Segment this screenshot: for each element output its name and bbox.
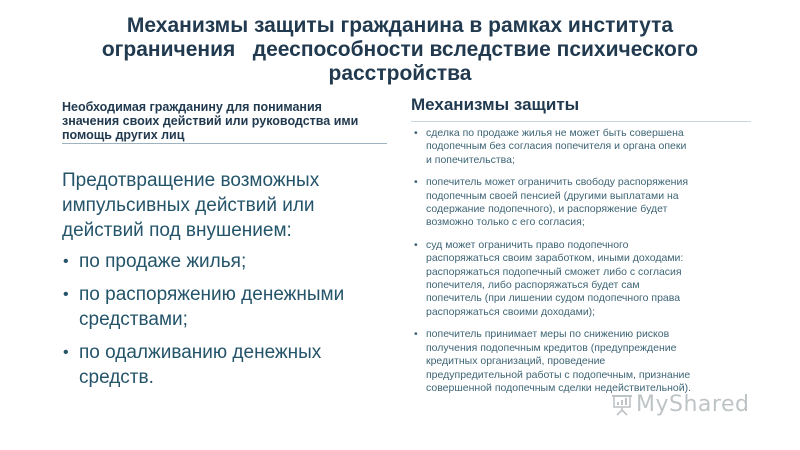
right-bullet-line: содержание подопечного), и распоряжение будет bbox=[426, 203, 668, 216]
bullet-icon: • bbox=[414, 328, 418, 341]
left-heading-line: Необходимая гражданину для понимания bbox=[62, 100, 322, 114]
left-bullet-line: средствами; bbox=[79, 309, 188, 330]
bullet-icon: • bbox=[63, 286, 69, 303]
right-bullet-line: кредитных организаций, проведение bbox=[426, 355, 606, 368]
right-bullet-line: попечитель (при лишении судом подопечного права bbox=[426, 292, 681, 305]
presentation-board-icon bbox=[612, 394, 632, 416]
right-bullet-line: совершенной подопечным сделки недействительной). bbox=[426, 381, 692, 394]
right-bullet-line: распоряжаться подопечный сможет либо с согласия bbox=[426, 265, 682, 278]
right-bullet-line: подопечным своей пенсией (другими выплатами на bbox=[426, 189, 679, 202]
left-heading-divider bbox=[62, 143, 387, 144]
right-bullet-line: предупредительной работы с подопечным, признание bbox=[426, 368, 691, 381]
right-bullet-line: распоряжаться своим заработком, иными доходами: bbox=[426, 252, 684, 265]
left-intro-line: Предотвращение возможных bbox=[62, 170, 320, 191]
bullet-icon: • bbox=[414, 127, 418, 139]
right-bullet-line: и попечительства; bbox=[426, 153, 515, 166]
left-heading-line: помощь других лиц bbox=[62, 128, 185, 142]
bullet-icon: • bbox=[63, 344, 69, 361]
right-bullet-list bbox=[411, 127, 756, 404]
right-bullet-item bbox=[411, 176, 756, 230]
slide-title-line: ограничения дееспособности вследствие психического bbox=[101, 38, 699, 61]
right-bullet-line: распоряжаться своими доходами); bbox=[426, 305, 596, 318]
right-bullet-line: суд может ограничить право подопечного bbox=[426, 238, 629, 251]
right-bullet-item bbox=[411, 239, 756, 319]
left-bullet-line: по одалживанию денежных bbox=[79, 342, 322, 363]
bullet-icon: • bbox=[63, 253, 69, 270]
slide-title bbox=[40, 14, 760, 86]
left-bullet-line: средств. bbox=[79, 367, 154, 388]
right-bullet-line: попечитель принимает меры по снижению рисков bbox=[426, 328, 670, 341]
left-bullet-line: по распоряжению денежными bbox=[79, 284, 345, 305]
left-column-body bbox=[62, 168, 392, 398]
left-intro-line: импульсивных действий или bbox=[62, 195, 315, 216]
myshared-watermark bbox=[612, 392, 749, 417]
bullet-icon: • bbox=[414, 176, 418, 189]
left-bullet-list bbox=[62, 249, 392, 390]
left-heading-line: значения своих действий или руководства ими bbox=[62, 114, 359, 128]
right-heading-divider bbox=[411, 121, 751, 122]
right-bullet-line: возможно только с его согласия; bbox=[426, 216, 585, 229]
left-bullet-item bbox=[62, 340, 392, 390]
right-bullet-line: попечитель может ограничить свободу распоряжения bbox=[426, 176, 689, 189]
right-bullet-line: попечителя, либо распоряжаться будет сам bbox=[426, 279, 640, 292]
right-bullet-item bbox=[411, 127, 756, 167]
bullet-icon: • bbox=[414, 238, 418, 251]
left-intro-line: действий под внушением: bbox=[62, 220, 292, 241]
right-bullet-line: получения подопечным кредитов (предупреждение bbox=[426, 341, 677, 354]
left-bullet-item bbox=[62, 282, 392, 332]
left-bullet-line: по продаже жилья; bbox=[79, 251, 247, 272]
right-bullet-line: подопечным без согласия попечителя и органа опеки bbox=[426, 140, 687, 153]
right-bullet-line: сделка по продаже жилья не может быть совершена bbox=[426, 127, 684, 139]
right-column-heading: Механизмы защиты bbox=[411, 95, 580, 114]
left-column-heading bbox=[62, 100, 392, 142]
slide-title-line: расстройства bbox=[328, 62, 472, 85]
left-intro-text bbox=[62, 168, 392, 243]
slide-title-line: Механизмы защиты гражданина в рамках института bbox=[126, 14, 674, 37]
watermark-text: MyShared bbox=[636, 392, 750, 417]
left-bullet-item bbox=[62, 249, 392, 274]
right-bullet-item bbox=[411, 328, 756, 395]
